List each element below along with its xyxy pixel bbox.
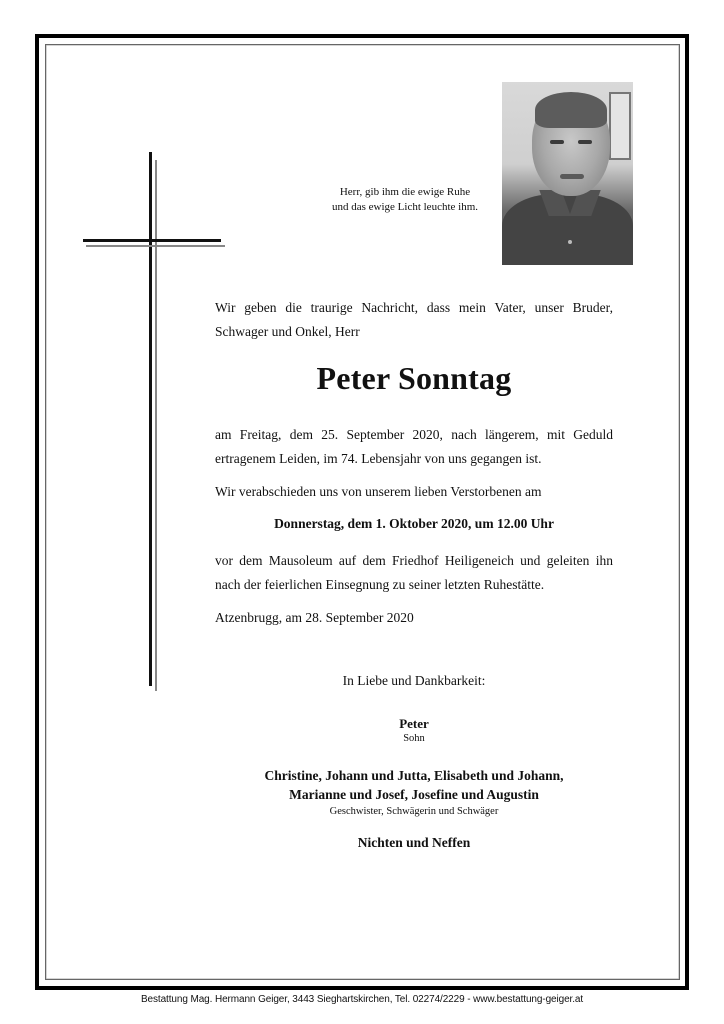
prayer-verse	[290, 185, 520, 215]
hair	[535, 92, 607, 128]
eye-right	[578, 140, 592, 144]
farewell-intro: Wir verabschieden uns von unserem lieben Verstorbenen am	[215, 484, 542, 499]
death-notice: am Freitag, dem 25. September 2020, nach längerem, mit Geduld ertragenem Leiden, im 74. Lebensjahr von uns gegangen ist.	[215, 427, 613, 466]
funeral-date: Donnerstag, dem 1. Oktober 2020, um 12.00 Uhr	[274, 516, 554, 531]
deceased-name: Peter Sonntag	[316, 360, 512, 396]
funeral-home-footer: Bestattung Mag. Hermann Geiger, 3443 Sieghartskirchen, Tel. 02274/2229 - www.bestattung-geiger.at	[140, 994, 584, 1005]
background-picture-frame	[609, 92, 631, 160]
siblings-line-1: Christine, Johann und Jutta, Elisabeth und Johann,	[264, 768, 564, 783]
shirt	[502, 194, 633, 265]
mourner-son-name: Peter	[399, 716, 429, 731]
mourner-nieces-nephews: Nichten und Neffen	[357, 835, 471, 850]
prayer-line-2: und das ewige Licht leuchte ihm.	[331, 201, 478, 213]
mourner-son-relation: Sohn	[403, 733, 425, 744]
mourner-siblings-relation: Geschwister, Schwägerin und Schwäger	[329, 806, 499, 817]
cross-horizontal-beam	[83, 239, 221, 242]
portrait-photo	[502, 82, 633, 265]
funeral-details: vor dem Mausoleum auf dem Friedhof Heiligeneich und geleiten ihn nach der feierlichen Einsegnung zu seiner letzten Ruhestätte.	[215, 553, 613, 592]
cross-vertical-beam	[149, 152, 152, 686]
mouth	[560, 174, 584, 179]
prayer-line-1: Herr, gib ihm die ewige Ruhe	[339, 186, 471, 198]
mourners-intro: In Liebe und Dankbarkeit:	[342, 673, 486, 688]
siblings-line-2: Marianne und Josef, Josefine und Augustin	[289, 787, 539, 802]
announcement-intro: Wir geben die traurige Nachricht, dass mein Vater, unser Bruder, Schwager und Onkel, Herr	[215, 300, 613, 339]
eye-left	[550, 140, 564, 144]
place-and-date: Atzenbrugg, am 28. September 2020	[215, 610, 414, 625]
shirt-button	[568, 240, 572, 244]
cross-horizontal-shadow	[86, 245, 225, 247]
mourner-siblings-names	[215, 766, 613, 804]
